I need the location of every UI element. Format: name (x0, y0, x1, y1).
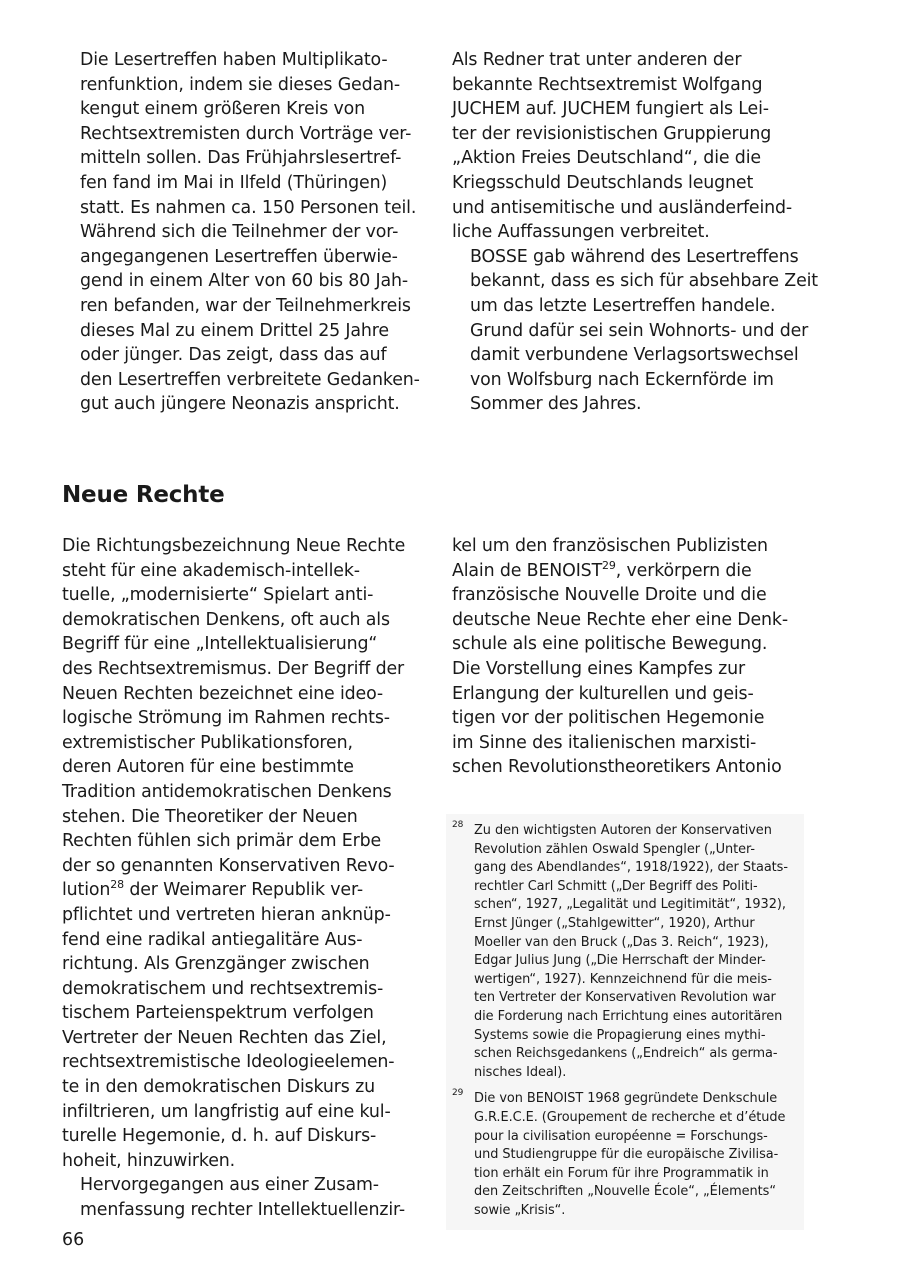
text-line: pflichtet und vertreten hieran anknüp- (62, 904, 391, 925)
mid-right-column (452, 534, 832, 780)
text-line: gut auch jüngere Neonazis anspricht. (80, 394, 400, 415)
text-line: tuelle, „modernisierte“ Spielart anti- (62, 585, 374, 606)
text-line: G.R.E.C.E. (Groupement de recherche et d’étude (474, 1109, 786, 1125)
footnote-text (474, 1090, 798, 1220)
paragraph (452, 245, 832, 417)
text-line: die Forderung nach Errichtung eines autoritären (474, 1008, 783, 1024)
text-line: Vertreter der Neuen Rechten das Ziel, (62, 1027, 387, 1048)
text-line: bekannt, dass es sich für absehbare Zeit (470, 271, 818, 292)
text-line: Grund dafür sei sein Wohnorts- und der (470, 320, 809, 341)
text-line: demokratischem und rechtsextremis- (62, 978, 384, 999)
text-line: statt. Es nahmen ca. 150 Personen teil. (80, 197, 417, 218)
page-number: 66 (62, 1230, 85, 1250)
text-line: Die Lesertreffen haben Multiplikato- (80, 50, 388, 70)
text-line: richtung. Als Grenzgänger zwischen (62, 954, 370, 975)
text-line: Die von BENOIST 1968 gegründete Denkschule (474, 1091, 778, 1107)
footnote-ref-line (62, 878, 424, 903)
text-line: kengut einem größeren Kreis von (80, 99, 366, 120)
text-line: pour la civilisation européenne = Forschungs- (474, 1128, 768, 1144)
text-line: von Wolfsburg nach Eckernförde im (470, 369, 774, 390)
text-line: den Lesertreffen verbreitete Gedanken- (80, 369, 420, 390)
text-line: Zu den wichtigsten Autoren der Konservativen (474, 823, 772, 838)
text-line: Rechtsextremisten durch Vorträge ver- (80, 123, 412, 144)
text-line: Als Redner trat unter anderen der (452, 50, 742, 70)
text-line: mitteln sollen. Das Frühjahrslesertref- (80, 148, 402, 169)
text-line: schen“, 1927, „Legalität und Legitimität“, 1932), (474, 897, 786, 913)
text: , verkörpern die (615, 560, 752, 581)
text-line: hoheit, hinzuwirken. (62, 1150, 236, 1171)
footnote-29 (452, 1090, 798, 1220)
text-line: renfunktion, indem sie dieses Gedan- (80, 74, 400, 95)
text-line: dieses Mal zu einem Drittel 25 Jahre (80, 320, 389, 341)
text-line: bekannte Rechtsextremist Wolfgang (452, 74, 763, 95)
footnote-ref-29[interactable]: 29 (602, 558, 616, 572)
text-line: te in den demokratischen Diskurs zu (62, 1077, 375, 1098)
text-line: fen fand im Mai in Ilfeld (Thüringen) (80, 172, 388, 193)
text-line: deren Autoren für eine bestimmte (62, 757, 354, 778)
text-line: „Aktion Freies Deutschland“, die die (452, 148, 761, 169)
text-line: ter der revisionistischen Gruppierung (452, 123, 772, 144)
footnote-number: 28 (452, 820, 464, 830)
section-heading: Neue Rechte (62, 482, 225, 508)
footnote-ref-28[interactable]: 28 (110, 878, 124, 892)
text-line: kel um den französischen Publizisten (452, 536, 768, 556)
text-line: liche Auffassungen verbreitet. (452, 222, 710, 243)
text-line: tigen vor der politischen Hegemonie (452, 708, 765, 729)
text-line: der so genannten Konservativen Revo- (62, 855, 395, 876)
text-line: fend eine radikal antiegalitäre Aus- (62, 929, 363, 950)
text-line: im Sinne des italienischen marxisti- (452, 732, 757, 753)
footnote-ref-line (452, 559, 832, 584)
paragraph (62, 534, 424, 1173)
text-line: demokratischen Denkens, oft auch als (62, 609, 390, 630)
text-line: Edgar Julius Jung („Die Herrschaft der Minder- (474, 953, 766, 969)
text-line: Erlangung der kulturellen und geis- (452, 683, 754, 704)
text-line: Kriegsschuld Deutschlands leugnet (452, 172, 754, 193)
text-line: Die Richtungsbezeichnung Neue Rechte (62, 536, 406, 556)
text-line: nisches Ideal). (474, 1064, 567, 1080)
text-line: des Rechtsextremismus. Der Begriff der (62, 658, 405, 679)
text-line: Revolution zählen Oswald Spengler („Unter- (474, 841, 756, 857)
text-line: rechtler Carl Schmitt („Der Begriff des Politi- (474, 878, 758, 894)
text-line: um das letzte Lesertreffen handele. (470, 295, 776, 316)
text-line: logische Strömung im Rahmen rechts- (62, 708, 390, 729)
text-line: gend in einem Alter von 60 bis 80 Jah- (80, 271, 408, 292)
text-line: und Studiengruppe für die europäische Zivilisa- (474, 1147, 779, 1163)
text-line: und antisemitische und ausländerfeind- (452, 197, 793, 218)
text-line: menfassung rechter Intellektuellenzir- (80, 1200, 406, 1221)
text-line: gang des Abendlandes“, 1918/1922), der Staats- (474, 860, 788, 876)
text-line: JUCHEM auf. JUCHEM fungiert als Lei- (452, 99, 769, 120)
paragraph (452, 48, 832, 245)
text-line: oder jünger. Das zeigt, dass das auf (80, 345, 387, 366)
text-line: ten Vertreter der Konservativen Revolution war (474, 990, 776, 1006)
text-line: französische Nouvelle Droite und die (452, 585, 767, 606)
text-line: Ernst Jünger („Stahlgewitter“, 1920), Arthur (474, 915, 755, 931)
lines-group (452, 583, 832, 780)
lines-group (62, 534, 424, 878)
text-line: Neuen Rechten bezeichnet eine ideo- (62, 683, 384, 704)
text: Alain de BENOIST (452, 560, 603, 581)
text-line: wertigen“, 1927). Kennzeichnend für die meis- (474, 971, 772, 987)
text-line: Tradition antidemokratischen Denkens (62, 781, 392, 802)
text-line: schen Revolutionstheoretikers Antonio (452, 757, 782, 778)
text-line: tischem Parteienspektrum verfolgen (62, 1003, 374, 1024)
text-line: turelle Hegemonie, d. h. auf Diskurs- (62, 1126, 377, 1147)
text-line: schule als eine politische Bewegung. (452, 634, 768, 655)
text-line: Während sich die Teilnehmer der vor- (80, 222, 399, 243)
text-line: stehen. Die Theoretiker der Neuen (62, 806, 358, 827)
paragraph (62, 48, 424, 417)
text-line: BOSSE gab während des Lesertreffens (470, 246, 799, 267)
text-line: tion erhält ein Forum für ihre Programmatik in (474, 1165, 769, 1181)
text-line: Rechten fühlen sich primär dem Erbe (62, 831, 382, 852)
paragraph (452, 534, 832, 780)
text-line: sowie „Krisis“. (474, 1202, 566, 1218)
text-line: steht für eine akademisch-intellek- (62, 560, 360, 581)
footnote-text (474, 822, 798, 1082)
text-line: Systems sowie die Propagierung eines mythi- (474, 1027, 766, 1043)
text: lution (62, 880, 111, 901)
paragraph (62, 1173, 424, 1222)
text-line: deutsche Neue Rechte eher eine Denk- (452, 609, 788, 630)
text-line: extremistischer Publikationsforen, (62, 732, 353, 753)
lines-group (62, 903, 424, 1174)
text-line: schen Reichsgedankens („Endreich“ als germa- (474, 1046, 778, 1062)
text-line: infiltrieren, um langfristig auf eine kul- (62, 1101, 391, 1122)
text-line: Moeller van den Bruck („Das 3. Reich“, 1923), (474, 934, 769, 950)
text-line: Die Vorstellung eines Kampfes zur (452, 658, 745, 679)
footnotes-box (446, 814, 804, 1230)
text-line: angegangenen Lesertreffen überwie- (80, 246, 398, 267)
top-right-column (452, 48, 832, 417)
text-line: Begriff für eine „Intellektualisierung“ (62, 634, 378, 655)
top-left-column (62, 48, 424, 417)
text-line: damit verbundene Verlagsortswechsel (470, 345, 799, 366)
mid-left-column (62, 534, 424, 1223)
footnote-number: 29 (452, 1088, 464, 1099)
text-line: rechtsextremistische Ideologieelemen- (62, 1052, 395, 1073)
text-line: Hervorgegangen aus einer Zusam- (80, 1175, 379, 1196)
text-line: ren befanden, war der Teilnehmerkreis (80, 295, 411, 316)
text-line: Sommer des Jahres. (470, 394, 642, 415)
footnote-28 (452, 822, 798, 1082)
text: der Weimarer Republik ver- (123, 880, 363, 901)
text-line: den Zeitschriften „Nouvelle École“, „Élements“ (474, 1184, 776, 1200)
